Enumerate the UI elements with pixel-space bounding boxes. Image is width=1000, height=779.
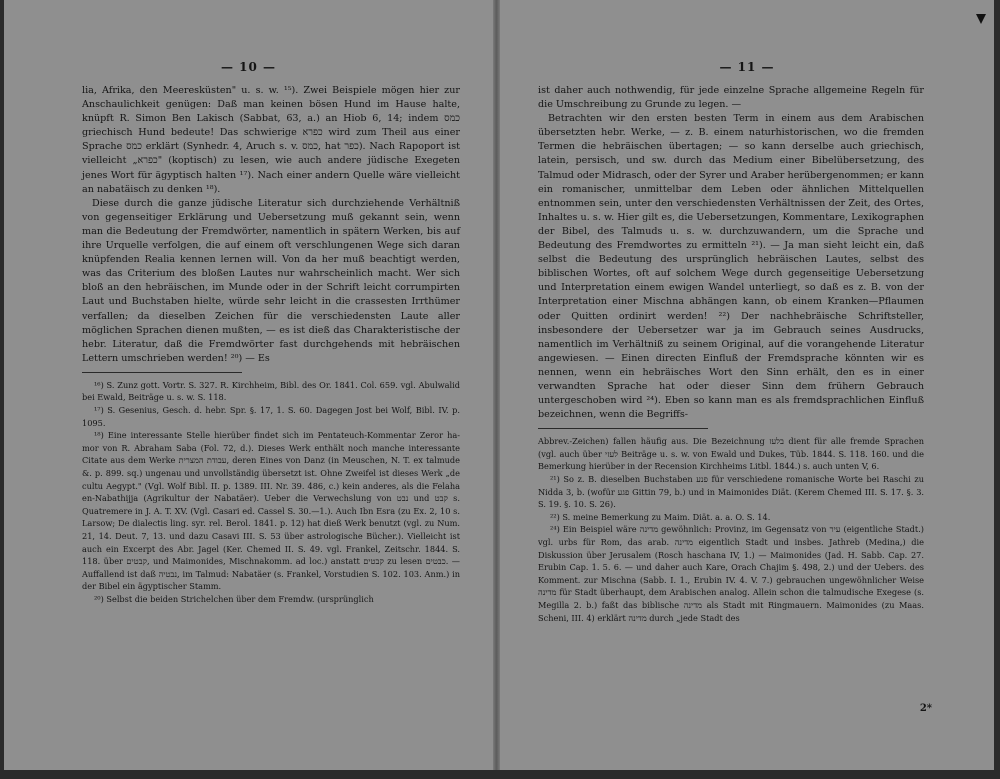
footnote-divider bbox=[82, 372, 242, 373]
text-block bbox=[82, 84, 460, 606]
paragraph: ist daher auch nothwendig, für jede einzelne Sprache allgemeine Regeln für die Umschreibung zu Grunde zu legen. — bbox=[538, 85, 924, 111]
book-gutter bbox=[493, 0, 500, 770]
paragraph: Diese durch die ganze jüdische Literatur sich durchziehende Verhältniß von gegenseitiger Erklärung und Uebersetzung muß gekannt sein, wenn man die Bedeutung der Fremdwörter, namentlich in spätern Werken, bis auf ihre Urquelle verfolgen, die auf einem oft verschlungenen Wege sich daran knüpfenden Realia kennen lernen will. Von da her muß beachtigt werden, was das Criterium des bloßen Lautes nur wahrscheinlich macht. Wer sich bloß an den hebräischen, im Munde oder in der Schrift leicht corrumpirten Laut und Buchstaben hielte, würde sehr leicht in die crassesten Irrthümer verfallen; da dieselben Zeichen für die verschiedensten Laute aller möglichen Sprachen dienen mußten, — es ist dieß das Charakteristische der hebr. Literatur, daß die Fremdwörter fast durchgehends mit hebräischen Lettern umschrieben werden! ²⁰) — Es bbox=[82, 197, 460, 364]
footnotes bbox=[82, 379, 460, 606]
page-number: — 10 — bbox=[220, 60, 277, 74]
signature-mark: 2* bbox=[919, 703, 932, 714]
footnote: ¹⁸) Eine interessante Stelle hierüber findet sich im Pentateuch-Kommentar Zeror ha-mor von R. Abraham Saba (Fol. 72, d.). Dieses Werk enthält noch manche interessante Citate aus dem Werke עבודת המצרית, deren Eines von Danz (in Meuschen, N. T. ex talmude &. p. 899. sq.) ungenau und unvollständig übersetzt ist. Ohne Zweifel ist dieses Werk „de cultu Aegypt." (Vgl. Wolf Bibl. II. p. 1389. III. Nr. 39. 486, c.) kein anderes, als die Felaha en-Nabathijja (Agrikultur der Nabatäer). Ueber die Verwechslung von נבט und קבט s. Quatremere in J. A. T. XV. (Vgl. Casari ed. Cassel S. 30.—1.). Auch Ibn Esra (zu Ex. 2, 10 s. Larsow; De dialectis ling. syr. rel. Berol. 1841. p. 12) hat dieß Werk benutzt (vgl. zu Num. 21, 14. Deut. 7, 13. und dazu Casavi III. S. 53 über astrologische Bücher.). Vielleicht ist auch ein Excerpt des Abr. Jagel (Ker. Chemed II. S. 49. vgl. Frankel, Zeitschr. 1844. S. 118. über קבטים, und Maimonides, Mischnakomm. ad loc.) anstatt קבטים zu lesen כבטים. — Auffallend ist daß נבטיה, im Talmud: Nabatäer (s. Frankel, Vorstudien S. 102. 103. Anm.) in der Bibel ein ägyptischer Stamm. bbox=[82, 430, 460, 592]
main-text bbox=[538, 84, 924, 422]
main-text bbox=[82, 84, 460, 366]
right-page bbox=[500, 0, 994, 770]
corner-marker-icon bbox=[976, 14, 986, 24]
paragraph: lia, Afrika, den Meeresküsten" u. s. w. ¹⁵). Zwei Beispiele mögen hier zur Anschaulichkeit genügen: Daß man keinen bösen Hund im Hause halte, knüpft R. Simon Ben Lakisch (Sabbat, 63, a.) an Hiob 6, 14; indem כמס griechisch Hund bedeute! Das schwierige כפרא wird zum Theil aus einer Sprache כמס erklärt (Synhedr. 4, Aruch s. v. כמס, hat כפר). Nach Rapoport ist vielleicht „כפרא" (koptisch) zu lesen, wie auch andere jüdische Exegeten jenes Wort für ägyptisch halten ¹⁷). Nach einer andern Quelle wäre vielleicht an nabatäisch zu denken ¹⁸). bbox=[82, 85, 460, 195]
page-number: — 11 — bbox=[719, 60, 775, 74]
footnote: Abbrev.-Zeichen) fallen häufig aus. Die Bezeichnung בלעז dient für alle fremde Sprachen (vgl. auch über לעזי Beiträge u. s. w. von Ewald und Dukes, Tüb. 1844. S. 118. 160. und die Bemerkung hierüber in der Recension Kirchheims Litbl. 1844.) s. auch unten V, 6. bbox=[538, 436, 924, 472]
footnote: ²⁰) Selbst die beiden Strichelchen über dem Fremdw. (ursprünglich bbox=[94, 593, 374, 604]
footnote: ¹⁷) S. Gesenius, Gesch. d. hebr. Spr. §. 17, 1. S. 60. Dagegen Jost bei Wolf, Bibl. IV. p. 1095. bbox=[82, 405, 460, 428]
footnote-divider bbox=[538, 428, 708, 429]
footnote: ²⁴) Ein Beispiel wäre מדינה gewöhnlich: Provinz, im Gegensatz von עיר (eigentliche Stadt.) vgl. urbs für Rom, das arab. מדינה eigentlich Stadt und insbes. Jathreb (Medina,) die Diskussion über Jerusalem (Rosch haschana IV, 1.) — Maimonides (Jad. H. Sabb. Cap. 27. Erubin Cap. 1. 5. 6. — und daher auch Kare, Orach Chajim §. 498, 2.) und der Uebers. des Komment. zur Mischna (Sabb. I. 1., Erubin IV. 4. V. 7.) gebrauchen ungewöhnlicher Weise מדינה für Stadt überhaupt, dem Arabischen analog. Allein schon die talmudische Exegese (s. Megilla 2. b.) faßt das biblische מדינה als Stadt mit Ringmauern. Maimonides (zu Maas. Scheni, III. 4) erklärt מדינה durch „jede Stadt des bbox=[538, 524, 924, 623]
footnote: ²¹) So z. B. dieselben Buchstaben פנע für verschiedene romanische Worte bei Raschi zu Nidda 3, b. (wofür פגע Gittin 79, b.) und in Maimonides Diät. (Kerem Chemed III. S. 17. §. 3. S. 19. §. 10. S. 26). bbox=[538, 474, 924, 510]
footnotes bbox=[538, 435, 924, 624]
paragraph: Betrachten wir den ersten besten Term in einem aus dem Arabischen übersetzten hebr. Werke, — z. B. einem naturhistorischen, wo die fremden Termen die hebräischen übertagen; — so kann derselbe auch griechisch, latein, persisch, und sw. durch das Medium einer Bibelübersetzung, des Talmud oder Midrasch, oder der Syrer und Araber herübergenommen; er kann ein romanischer, unmittelbar dem Leben oder ähnlichen Mittelquellen entnommen sein, unter den verschiedensten Verhältnissen der Zeit, des Ortes, Inhaltes u. s. w. Hier gilt es, die Uebersetzungen, Kommentare, Lexikographen der Bibel, des Talmuds u. s. w. durchzuwandern, um die Sprache und Bedeutung des Fremdwortes zu ermitteln ²¹). — Ja man sieht leicht ein, daß selbst die Bedeutung des ursprünglich hebräischen Lautes, selbst des biblischen Wortes, oft auf solchem Wege durch gegenseitige Uebersetzung und Interpretation einem ewigen Wandel unterliegt, so daß es z. B. von der Interpretation einer Mischna abhängen kann, ob einem Kranken—Pflaumen oder Quitten ordinirt werden! ²²) Der nachhebräische Schriftsteller, insbesondere der Uebersetzer war ja im Gebrauch seines Ausdrucks, namentlich im Verhältniß zu seinem Original, auf die vorangehende Literatur angewiesen. — Einen directen Einfluß der Fremdsprache könnten wir es nennen, wenn ein hebräisches Wort den Sinn erhält, den es in einer verwandten Sprache hat oder dieser Sinn dem frühern Gebrauch untergeschoben wird ²⁴). Eben so kann man es als fremdsprachlichen Einfluß bezeichnen, wenn die Begriffs- bbox=[538, 113, 924, 421]
left-page bbox=[4, 0, 493, 770]
text-block bbox=[538, 84, 924, 624]
footnote: ²²) S. meine Bemerkung zu Maim. Diät. a. a. O. S. 14. bbox=[550, 511, 771, 522]
book-spread bbox=[4, 0, 994, 770]
footnote: ¹⁶) S. Zunz gott. Vortr. S. 327. R. Kirchheim, Bibl. des Or. 1841. Col. 659. vgl. Abulwalid bei Ewald, Beiträge u. s. w. S. 118. bbox=[82, 379, 460, 403]
